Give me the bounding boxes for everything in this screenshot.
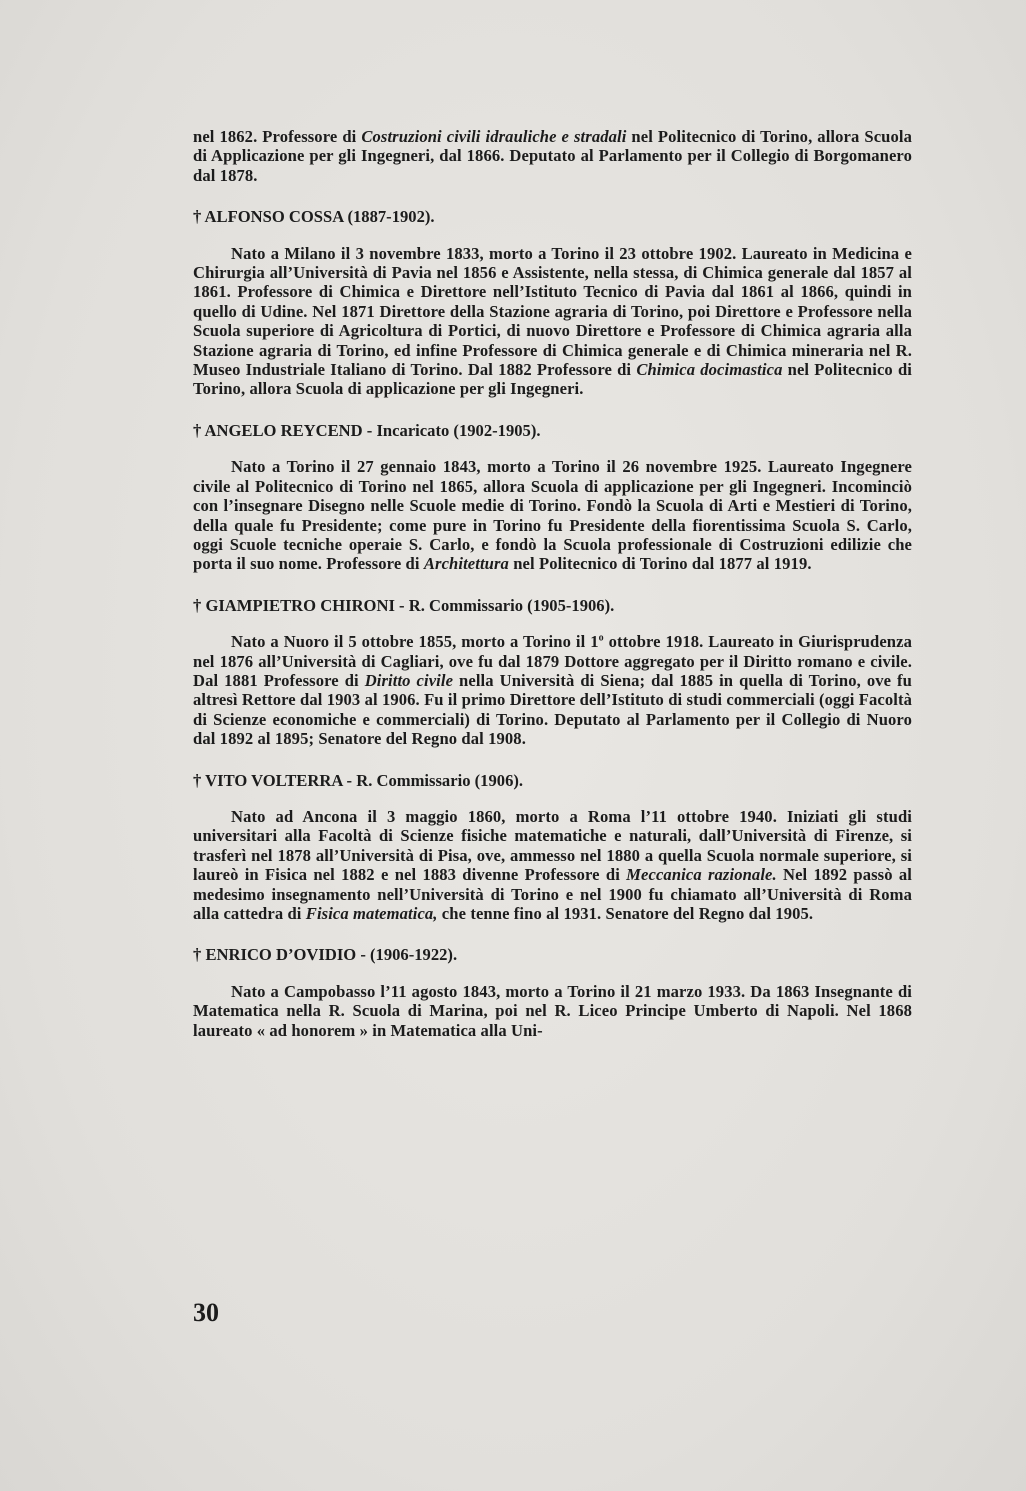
entry-heading-chironi: † GIAMPIETRO CHIRONI - R. Commissario (1905-1906). bbox=[193, 595, 615, 615]
page-content bbox=[193, 127, 912, 1040]
entry-body-reycend: Nato a Torino il 27 gennaio 1843, morto a Torino il 26 novembre 1925. Laureato Ingegnere civile al Politecnico di Torino nel 1865, allora Scuola di applicazione per gli Ingegneri. Incominciò con l’insegnare Disegno nelle Scuole medie di Torino. Fondò la Scuola di Arti e Mestieri di Torino, della quale fu Presidente; come pure in Torino fu Presidente della fiorentissima Scuola S. Carlo, oggi Scuole tecniche operaie S. Carlo, e fondò la Scuola professionale di Costruzioni edilizie che porta il suo nome. Professore di Architettura nel Politecnico di Torino dal 1877 al 1919. bbox=[193, 457, 912, 574]
entry-heading-dovidio: † ENRICO D’OVIDIO - (1906-1922). bbox=[193, 945, 458, 965]
entry-body-dovidio: Nato a Campobasso l’11 agosto 1843, morto a Torino il 21 marzo 1933. Da 1863 Insegnante di Matematica nella R. Scuola di Marina, poi nel R. Liceo Principe Umberto di Napoli. Nel 1868 laureato « ad honorem » in Matematica alla Uni- bbox=[193, 981, 912, 1040]
italic-course-title: Fisica matematica, bbox=[305, 904, 438, 923]
entry-heading-reycend: † ANGELO REYCEND - Incaricato (1902-1905). bbox=[193, 420, 541, 440]
entry-body-chironi: Nato a Nuoro il 5 ottobre 1855, morto a Torino il 1$^o$ ottobre 1918. Laureato in Giurisprudenza nel 1876 all’Università di Cagliari, ove fu dal 1879 Dottore aggregato per il Diritto romano e civile. Dal 1881 Professore di Diritto civile nella Università di Siena; dal 1885 in quella di Torino, ove fu altresì Rettore dal 1903 al 1906. Fu il primo Direttore dell’Istituto di studi commerciali (oggi Facoltà di Scienze economiche e commerciali) di Torino. Deputato al Parlamento per il Collegio di Nuoro dal 1892 al 1895; Senatore del Regno dal 1908. bbox=[193, 632, 913, 749]
italic-course-title: Architettura bbox=[423, 554, 509, 574]
page-number: 30 bbox=[193, 1298, 219, 1327]
entry-heading-cossa: † ALFONSO COSSA (1887-1902). bbox=[193, 207, 435, 227]
italic-course-title: Diritto civile bbox=[364, 670, 454, 690]
italic-course-title: Chimica docimastica bbox=[636, 360, 783, 380]
entry-body-cossa: Nato a Milano il 3 novembre 1833, morto a Torino il 23 ottobre 1902. Laureato in Medicina e Chirurgia all’Università di Pavia nel 1856 e Assistente, nella stessa, di Chimica generale dal 1857 al 1861. Professore di Chimica e Direttore nell’Istituto Tecnico di Pavia dal 1861 al 1866, quindi in quello di Udine. Nel 1871 Direttore della Stazione agraria di Torino, poi Direttore e Professore nella Scuola superiore di Agricoltura di Portici, di nuovo Direttore e Professore di Chimica agraria alla Stazione agraria di Torino, ed infine Professore di Chimica generale e di Chimica mineraria nel R. Museo Industriale Italiano di Torino. Dal 1882 Professore di Chimica docimastica nel Politecnico di Torino, allora Scuola di applicazione per gli Ingegneri. bbox=[193, 243, 913, 399]
entry-body-volterra: Nato ad Ancona il 3 maggio 1860, morto a Roma l’11 ottobre 1940. Iniziati gli studi universitari alla Facoltà di Scienze fisiche matematiche e naturali, dall’Università di Firenze, si trasferì nel 1878 all’Università di Pisa, ove, ammesso nel 1880 a quella Scuola normale superiore, si laureò in Fisica nel 1882 e nel 1883 divenne Professore di Meccanica razionale. Nel 1892 passò al medesimo insegnamento nell’Università di Torino e nel 1900 fu chiamato all’Università di Roma alla cattedra di Fisica matematica, che tenne fino al 1931. Senatore del Regno dal 1905. bbox=[193, 806, 912, 923]
italic-course-title: Meccanica razionale. bbox=[626, 865, 777, 885]
italic-course-title: Costruzioni civili idrauliche e stradali bbox=[361, 127, 627, 146]
ordinal-superscript: o bbox=[598, 632, 604, 644]
continuation-paragraph: nel 1862. Professore di Costruzioni civili idrauliche e stradali nel Politecnico di Torino, allora Scuola di Applicazione per gli Ingegneri, dal 1866. Deputato al Parlamento per il Collegio di Borgomanero dal 1878. bbox=[193, 127, 912, 185]
entry-heading-volterra: † VITO VOLTERRA - R. Commissario (1906). bbox=[193, 770, 524, 790]
